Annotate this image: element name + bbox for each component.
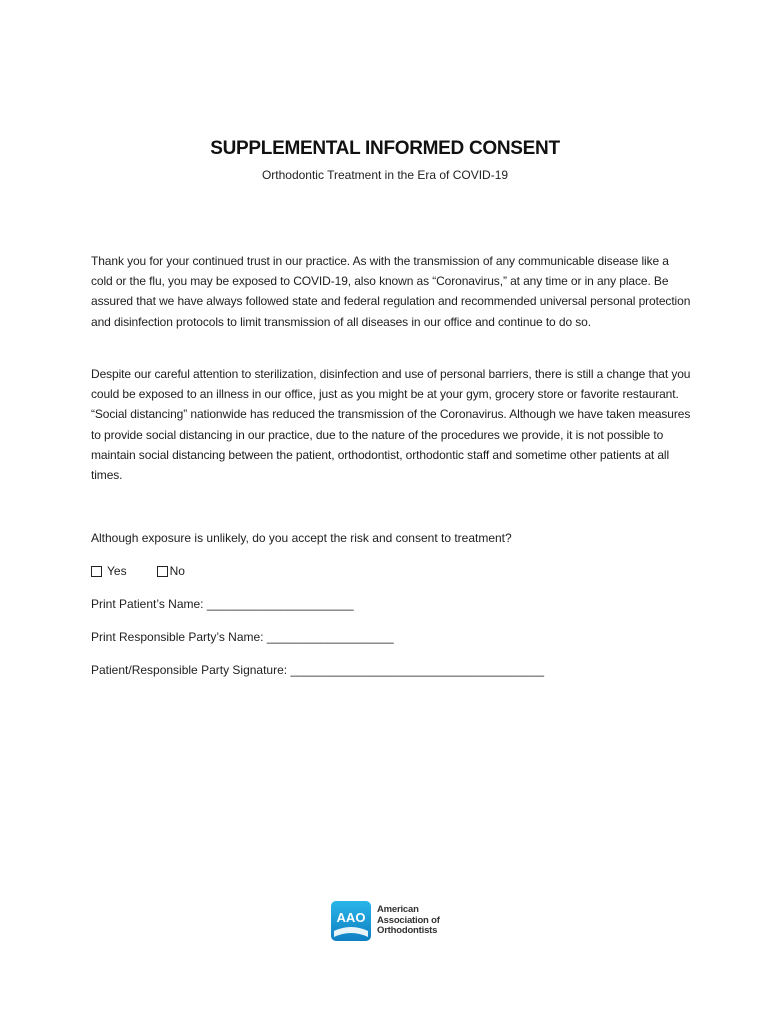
logo-line-orthodontists: Orthodontists [377, 925, 438, 937]
aao-logo-mark-text: AAO [336, 910, 366, 925]
aao-logo-mark [331, 901, 371, 941]
logo-line-american: American [377, 904, 419, 916]
document-title: SUPPLEMENTAL INFORMED CONSENT [210, 138, 560, 159]
signature-field[interactable]: Patient/Responsible Party Signature: ______________________________________ [91, 663, 545, 677]
no-label: No [169, 564, 185, 578]
aao-logo-text [377, 905, 440, 937]
no-option[interactable] [157, 564, 185, 578]
aao-logo [331, 901, 440, 941]
document-subtitle: Orthodontic Treatment in the Era of COVID-19 [261, 168, 509, 182]
yes-label: Yes [107, 564, 127, 578]
paragraph-risk: Despite our careful attention to sterilization, disinfection and use of personal barriers, there is still a change that you could be exposed to an illness in our office, just as you might be at your gym, grocery store or favorite restaurant. “Social distancing” nationwide has reduced the transmission of the Coronavirus. Although we have taken measures to provide social distancing in our practice, due to the nature of the procedures we provide, it is not possible to maintain social distancing between the patient, orthodontist, orthodontic staff and sometime other patients at all times. [91, 367, 691, 483]
logo-line-association: Association of [377, 914, 440, 926]
consent-question: Although exposure is unlikely, do you accept the risk and consent to treatment? [91, 531, 512, 545]
yes-option[interactable] [91, 564, 127, 578]
no-checkbox[interactable] [157, 566, 168, 577]
patient-name-field[interactable]: Print Patient’s Name: ______________________ [91, 597, 354, 611]
yes-checkbox[interactable] [91, 566, 102, 577]
consent-choices [91, 564, 185, 578]
responsible-party-name-field[interactable]: Print Responsible Party’s Name: ___________________ [91, 630, 394, 644]
paragraph-trust: Thank you for your continued trust in our practice. As with the transmission of any communicable disease like a cold or the flu, you may be exposed to COVID-19, also known as “Coronavirus,” at any time or in any place. Be assured that we have always followed state and federal regulation and recommended universal personal protection and disinfection protocols to limit transmission of all diseases in our office and continue to do so. [91, 254, 691, 329]
